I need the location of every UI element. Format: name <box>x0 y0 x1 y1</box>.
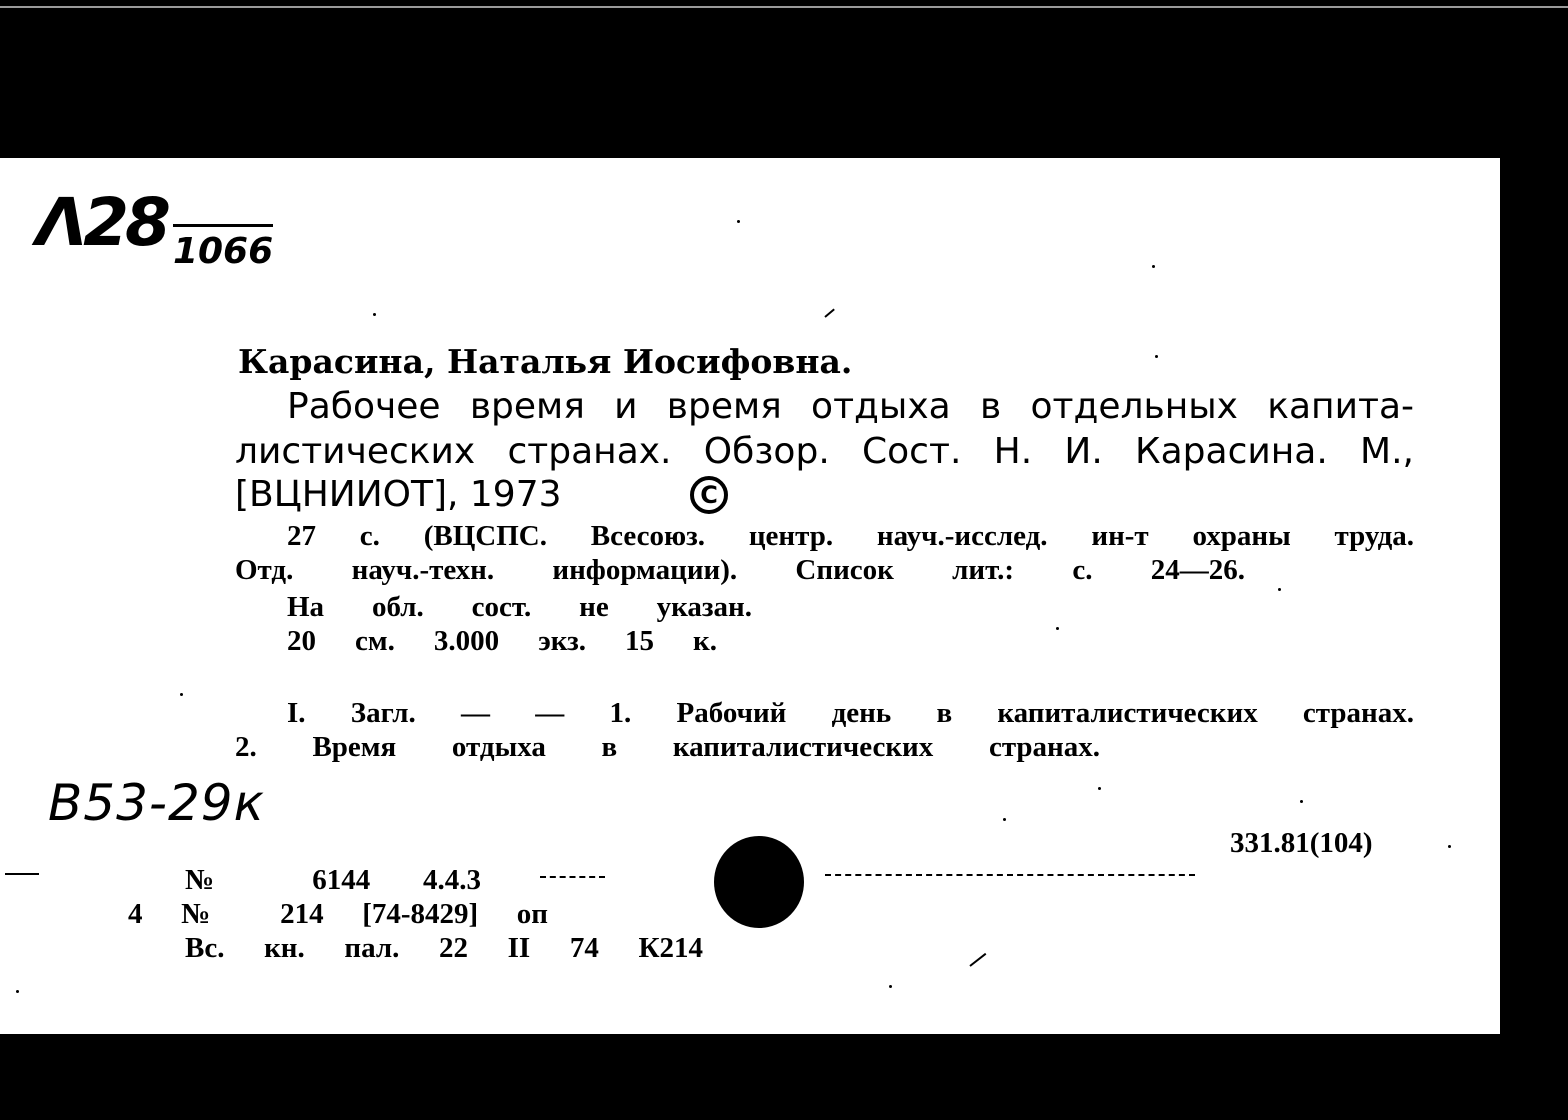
scan-dot <box>1098 787 1101 790</box>
title-line-2: листических странах. Обзор. Сост. Н. И. Карасина. М., <box>235 431 1414 472</box>
scan-dash-left <box>5 873 39 875</box>
copyright-mark: C <box>690 476 728 514</box>
collation-line-2: Отд. науч.-техн. информации). Список лит.: с. 24—26. <box>235 554 1245 586</box>
scan-dot <box>1155 355 1158 358</box>
scan-dot <box>1300 800 1303 803</box>
scan-dot <box>1152 265 1155 268</box>
scan-dot <box>1056 627 1059 630</box>
scan-dash-middle <box>540 876 605 878</box>
card-punch-hole <box>714 836 804 928</box>
scan-dash-right <box>825 874 1195 876</box>
scan-dot <box>1003 818 1006 821</box>
accession-line-3: Вс. кн. пал. 22 II 74 К214 <box>185 932 703 964</box>
scan-dot <box>180 693 183 696</box>
subject-line-1: I. Загл. — — 1. Рабочий день в капиталистических странах. <box>287 697 1414 729</box>
author-heading: Карасина, Наталья Иосифовна. <box>238 342 853 381</box>
cover-note: На обл. сост. не указан. <box>287 591 752 623</box>
scan-top-border <box>0 6 1568 8</box>
accession-line-2: 4 № 214 [74-8429] оп <box>128 898 548 930</box>
accession-line-1: № 6144 4.4.3 <box>185 864 481 896</box>
scan-dot <box>1278 588 1281 591</box>
scan-dot <box>889 985 892 988</box>
scan-dot <box>16 990 19 993</box>
shelfmark-top-main: Λ28 <box>36 184 167 261</box>
scan-dot <box>737 220 740 223</box>
udc-classification: 331.81(104) <box>1230 827 1373 859</box>
handwritten-shelfmark-bottom: В53-29к <box>48 774 265 832</box>
title-line-3: [ВЦНИИОТ], 1973 <box>235 474 562 515</box>
scan-dot <box>1448 845 1451 848</box>
size-print-run-price: 20 см. 3.000 экз. 15 к. <box>287 625 717 657</box>
title-line-1: Рабочее время и время отдыха в отдельных капита- <box>287 386 1414 427</box>
handwritten-shelfmark-top <box>36 184 274 272</box>
shelfmark-top-sub: 1066 <box>173 224 273 272</box>
scan-dot <box>373 313 376 316</box>
subject-line-2: 2. Время отдыха в капиталистических странах. <box>235 731 1100 763</box>
collation-line-1: 27 с. (ВЦСПС. Всесоюз. центр. науч.-исслед. ин-т охраны труда. <box>287 520 1414 552</box>
